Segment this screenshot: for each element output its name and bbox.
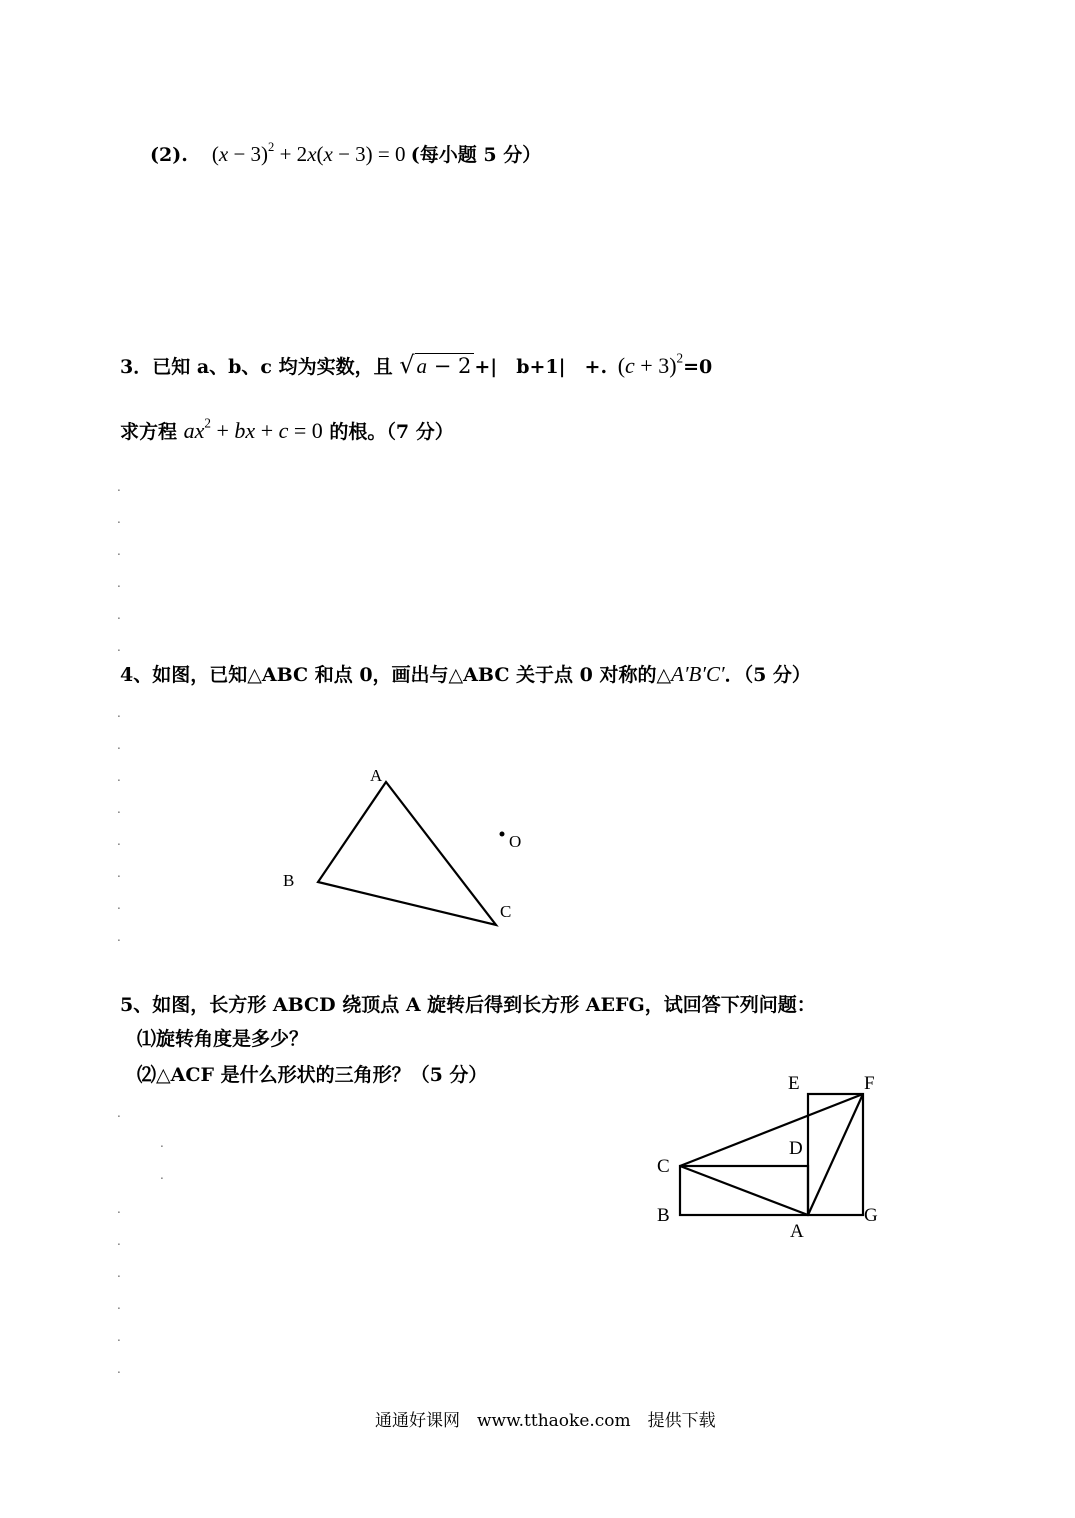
margin-dot: . bbox=[117, 1202, 121, 1216]
label-f: F bbox=[864, 1073, 875, 1094]
margin-dot: . bbox=[117, 1106, 121, 1120]
margin-dot: . bbox=[117, 576, 121, 590]
sqrt-expression: √a − 2 bbox=[399, 351, 474, 379]
margin-dot: . bbox=[117, 1266, 121, 1280]
label-a: A bbox=[370, 766, 383, 785]
label-b: B bbox=[283, 871, 295, 890]
quadratic-equation: $ax^2$ + bx + c = 0 bbox=[183, 415, 323, 443]
footer-credit: 通通好课网 www.tthaoke.com 提供下载 bbox=[375, 1411, 716, 1431]
point-o bbox=[500, 832, 505, 837]
margin-dot: . bbox=[117, 480, 121, 494]
label-e: E bbox=[788, 1073, 800, 1094]
question-3-line2-suffix: 的根。（7 分） bbox=[329, 421, 454, 443]
triangle-abc bbox=[318, 782, 496, 925]
label-a-rect: A bbox=[790, 1221, 804, 1242]
question-3-line2-prefix: 求方程 bbox=[120, 421, 178, 443]
question-number: (2). bbox=[150, 144, 188, 166]
question-5-line1: 5、如图，长方形 ABCD 绕顶点 A 旋转后得到长方形 AEFG，试回答下列问题： bbox=[120, 994, 816, 1016]
margin-dot: . bbox=[117, 930, 121, 944]
question-5-line2: ⑴旋转角度是多少？ bbox=[137, 1028, 309, 1050]
margin-dot: . bbox=[117, 512, 121, 526]
margin-dot: . bbox=[117, 802, 121, 816]
margin-dot: . bbox=[117, 706, 121, 720]
margin-dot: . bbox=[117, 1298, 121, 1312]
equals-zero: =0 bbox=[683, 356, 713, 378]
label-o: O bbox=[509, 832, 522, 851]
margin-dot: . bbox=[117, 738, 121, 752]
square-term: $(c + 3)^2$ bbox=[617, 350, 684, 378]
question-4-points: ．（5 分） bbox=[724, 664, 811, 686]
abs-part: +| b+1| +. bbox=[474, 356, 608, 378]
question-5-line3: ⑵△ACF 是什么形状的三角形？（5 分） bbox=[137, 1064, 488, 1086]
label-c-rect: C bbox=[657, 1156, 670, 1177]
sqrt-var: a bbox=[416, 354, 428, 378]
margin-dot: . bbox=[160, 1168, 164, 1182]
margin-dot: . bbox=[117, 1362, 121, 1376]
margin-dot: . bbox=[117, 608, 121, 622]
margin-dot: . bbox=[117, 640, 121, 654]
margin-dot: . bbox=[117, 866, 121, 880]
margin-dot: . bbox=[117, 834, 121, 848]
equation: $(x - 3)^2 + 2x(x - 3) = 0$ bbox=[211, 139, 406, 166]
label-c: C bbox=[500, 902, 512, 921]
margin-dot: . bbox=[117, 544, 121, 558]
margin-dot: . bbox=[160, 1136, 164, 1150]
prime-triangle: A′B′C′ bbox=[671, 662, 725, 686]
rectangle-figure bbox=[680, 1094, 863, 1215]
margin-dot: . bbox=[117, 898, 121, 912]
margin-dot: . bbox=[117, 1330, 121, 1344]
question-4-text: 4、如图，已知△ABC 和点 0，画出与△ABC 关于点 0 对称的△ bbox=[120, 664, 672, 686]
sqrt-rest: − 2 bbox=[427, 354, 472, 378]
points-note: (每小题 5 分） bbox=[410, 144, 542, 166]
segment-ca bbox=[680, 1166, 808, 1215]
margin-dot: . bbox=[117, 1234, 121, 1248]
label-b-rect: B bbox=[657, 1205, 670, 1226]
question-3-prefix: 3．已知 a、b、c 均为实数，且 bbox=[120, 356, 393, 378]
label-d: D bbox=[789, 1138, 803, 1159]
margin-dot: . bbox=[117, 770, 121, 784]
label-g: G bbox=[864, 1205, 878, 1226]
